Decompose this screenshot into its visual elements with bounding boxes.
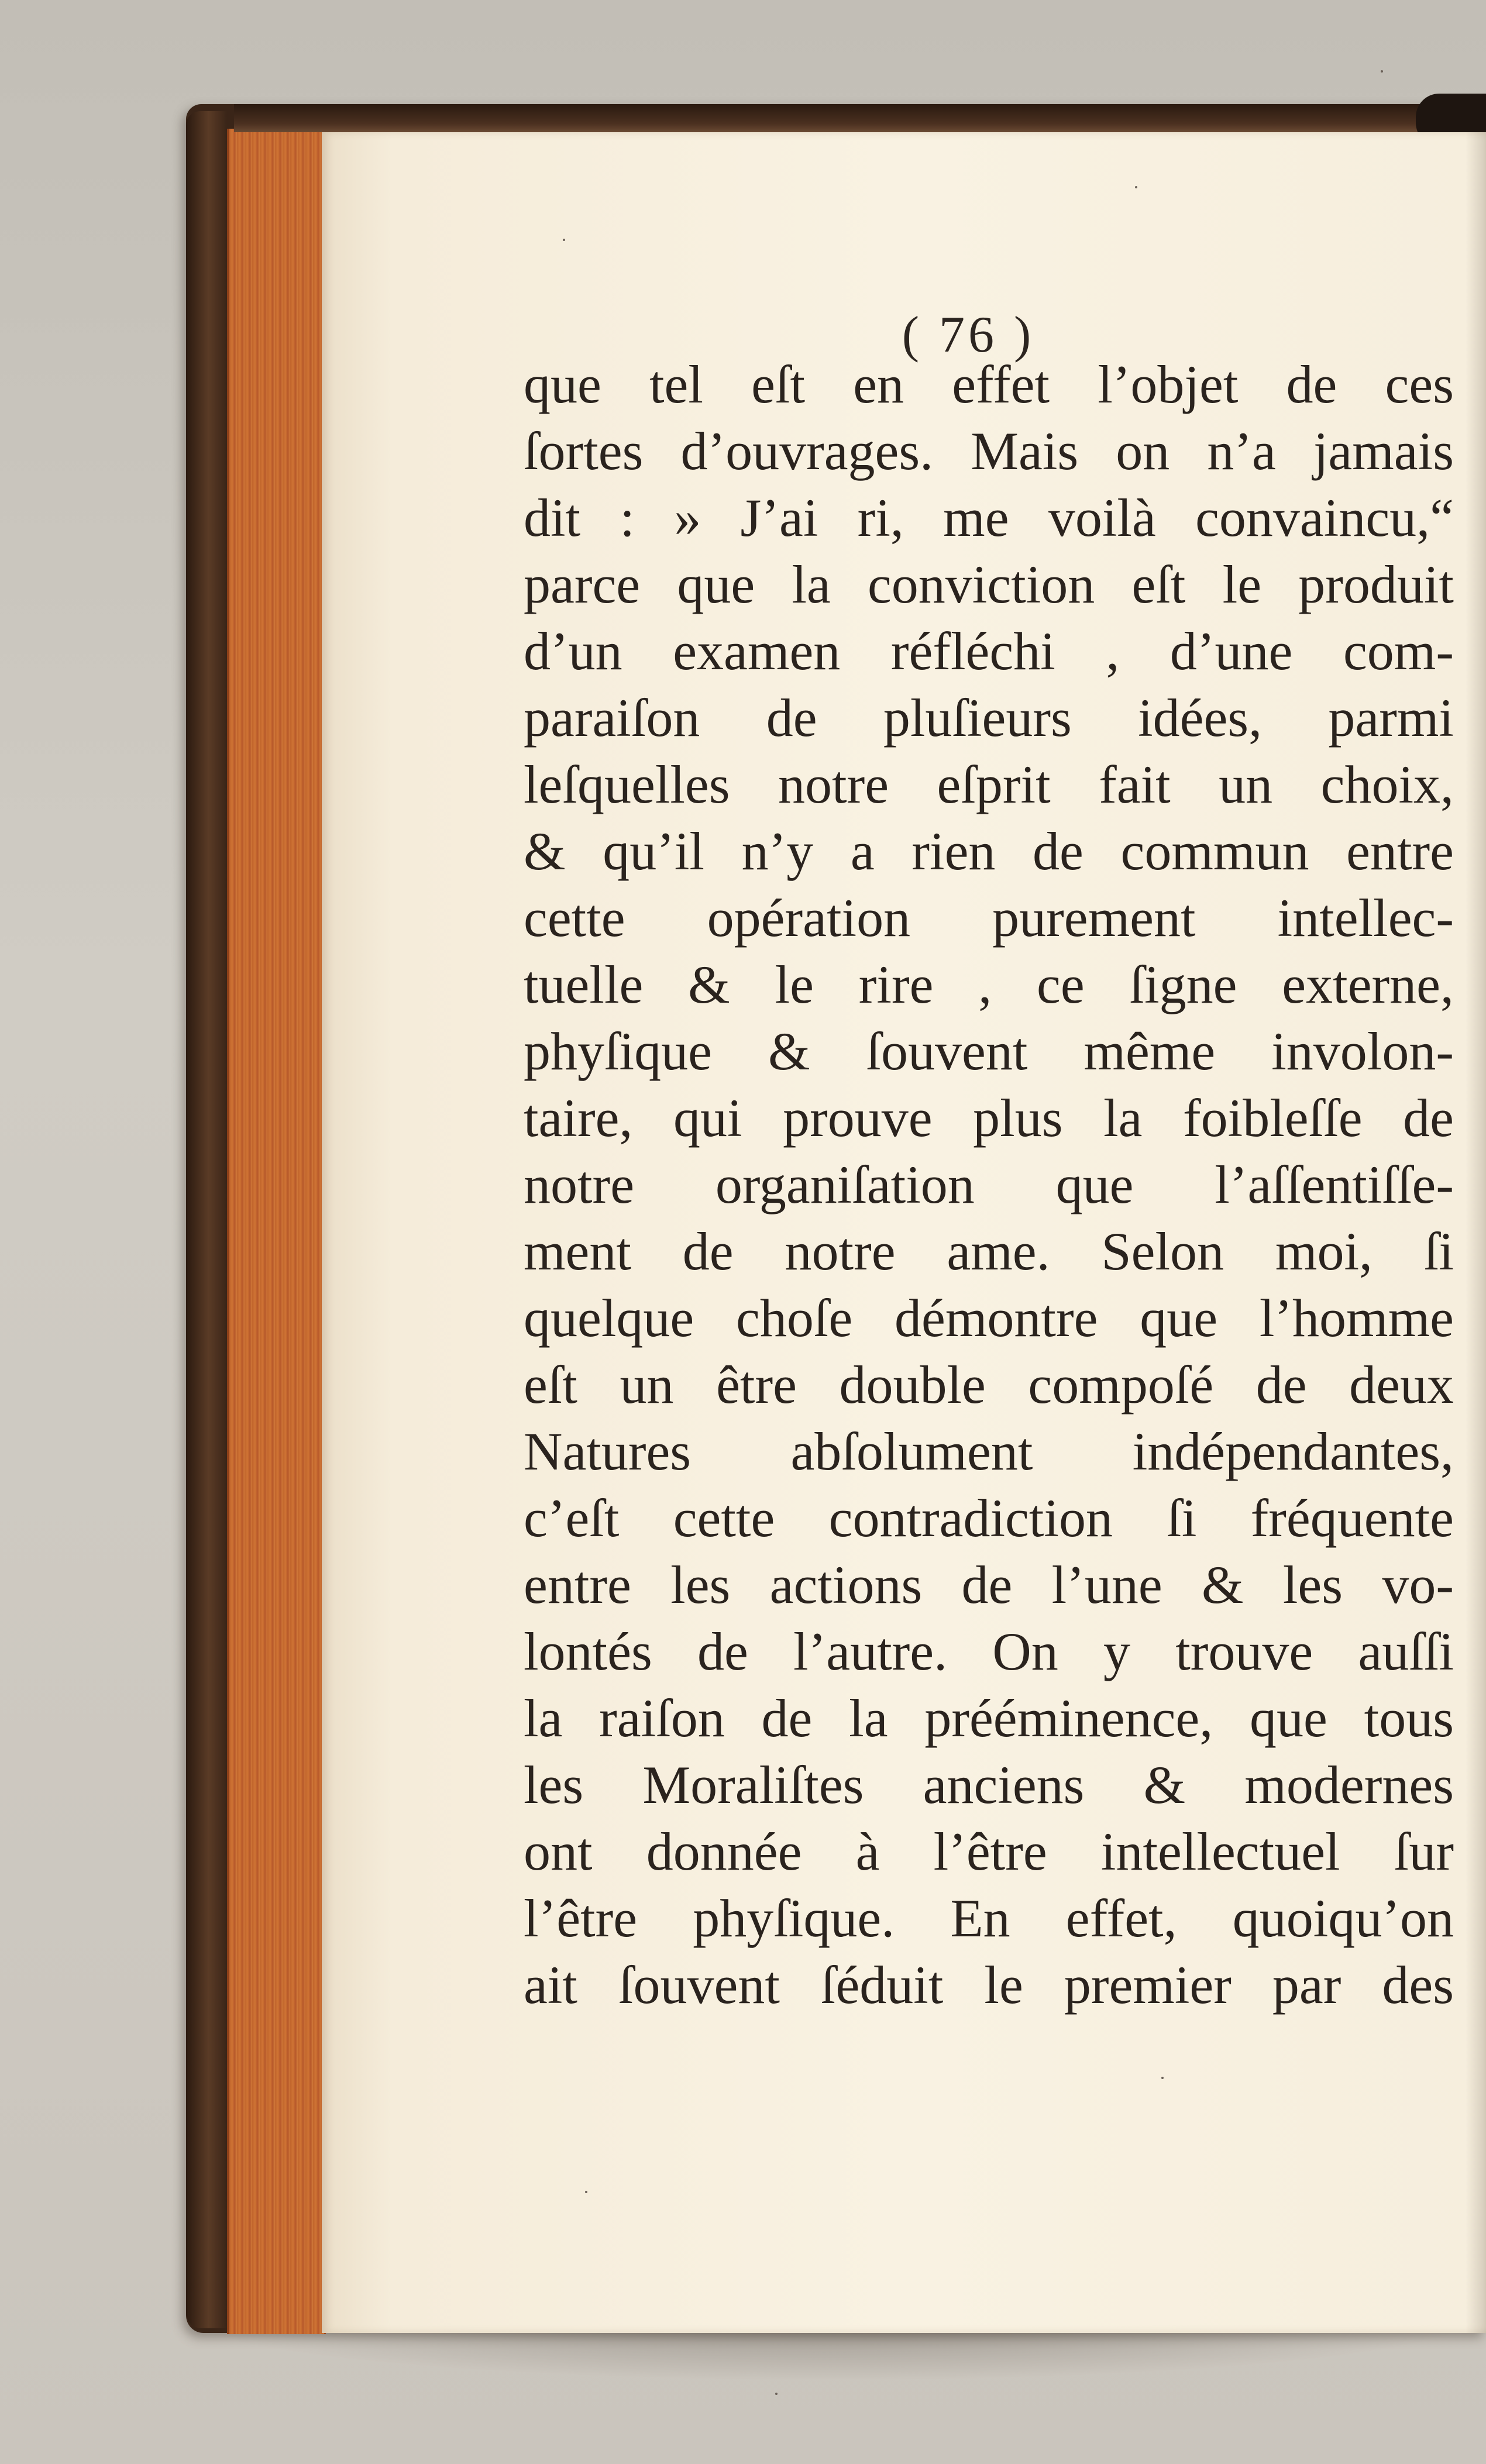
text-line: d’un examen réfléchi , d’une com-: [524, 621, 1454, 681]
text-line: c’eſt cette contradiction ſi fréquente: [524, 1488, 1454, 1548]
paper-speck: [563, 239, 565, 241]
text-line: notre organiſation que l’aſſentiſſe-: [524, 1155, 1454, 1214]
text-line: cette opération purement intellec-: [524, 888, 1454, 948]
text-line: entre les actions de l’une & les vo-: [524, 1555, 1454, 1615]
text-line: & qu’il n’y a rien de commun entre: [524, 821, 1454, 881]
text-line: paraiſon de pluſieurs idées, parmi: [524, 688, 1454, 748]
text-line: phyſique & ſouvent même involon-: [524, 1021, 1454, 1081]
paper-speck: [1135, 186, 1137, 188]
page-number: ( 76 ): [902, 307, 1035, 363]
paper-speck: [1381, 70, 1383, 73]
text-line: dit : » J’ai ri, me voilà convaincu,“: [524, 488, 1454, 548]
book-cover-edge: [186, 111, 227, 2328]
paper-speck: [585, 2191, 587, 2193]
gutter-shadow: [1466, 132, 1486, 2333]
text-line: ait ſouvent ſéduit le premier par des: [524, 1955, 1454, 2015]
text-line: la raiſon de la prééminence, que tous: [524, 1688, 1454, 1748]
text-line: que tel eſt en effet l’objet de ces: [524, 355, 1454, 414]
text-line: taire, qui prouve plus la foibleſſe de: [524, 1088, 1454, 1148]
text-line: l’être phyſique. En effet, quoiqu’on: [524, 1888, 1454, 1948]
text-line: lontés de l’autre. On y trouve auſſi: [524, 1622, 1454, 1681]
page-stack-fore-edge: [227, 129, 326, 2334]
text-line: parce que la conviction eſt le produit: [524, 555, 1454, 614]
book-headcap: [234, 104, 1486, 132]
text-line: ſortes d’ouvrages. Mais on n’a jamais: [524, 421, 1454, 481]
text-line: eſt un être double compoſé de deux: [524, 1355, 1454, 1415]
text-line: Natures abſolument indépendantes,: [524, 1422, 1454, 1481]
text-line: ont donnée à l’être intellectuel ſur: [524, 1822, 1454, 1881]
text-line: leſquelles notre eſprit fait un choix,: [524, 755, 1454, 814]
paper-speck: [1161, 2077, 1164, 2079]
paper-speck: [775, 2393, 778, 2395]
text-line: quelque choſe démontre que l’homme: [524, 1288, 1454, 1348]
body-text: [524, 351, 1454, 2018]
text-line: ment de notre ame. Selon moi, ſi: [524, 1221, 1454, 1281]
text-line: tuelle & le rire , ce ſigne externe,: [524, 955, 1454, 1014]
text-line: les Moraliſtes anciens & modernes: [524, 1755, 1454, 1815]
